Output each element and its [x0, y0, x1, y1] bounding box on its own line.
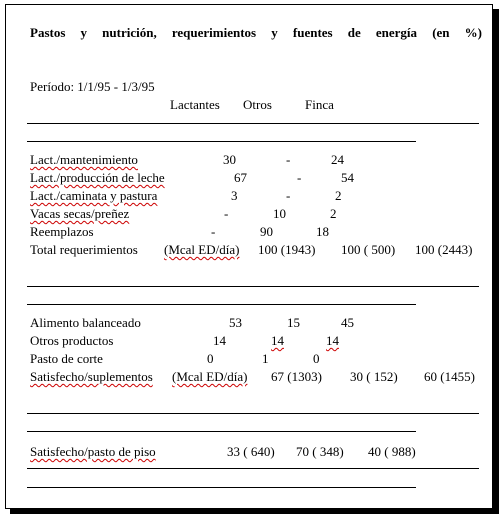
- cell-value: 1: [262, 351, 269, 366]
- row-label-text: Lact./mantenimiento: [30, 152, 138, 167]
- cell-value: 15: [287, 315, 300, 330]
- cell-value: 60 (1455): [424, 369, 475, 384]
- header-lactantes: Lactantes: [170, 97, 220, 112]
- row-label: [30, 171, 165, 185]
- cell-value: 40 ( 988): [368, 444, 416, 459]
- cell-value-text: 14: [213, 333, 226, 348]
- cell-value: -: [224, 206, 229, 221]
- unit-text: (Mcal ED/día): [164, 242, 240, 257]
- cell-value: 18: [316, 224, 329, 239]
- frame-shadow-right: [492, 9, 499, 513]
- pasture-label: [30, 445, 156, 459]
- header-finca: Finca: [305, 97, 334, 112]
- cell-value: [213, 334, 226, 348]
- row-label: [30, 153, 138, 167]
- cell-value: 10: [273, 206, 286, 221]
- rule-8: [27, 487, 416, 488]
- cell-value: -: [286, 152, 291, 167]
- cell-value: -: [211, 224, 216, 239]
- title-text: Pastos y nutrición, requerimientos y fuentes de energía (en %): [30, 25, 482, 40]
- row-label: Alimento balanceado: [30, 315, 141, 330]
- rule-4: [27, 304, 416, 305]
- cell-value: 54: [341, 170, 354, 185]
- cell-value: 2: [330, 206, 337, 221]
- cell-value: 2: [335, 188, 342, 203]
- cell-value: 70 ( 348): [296, 444, 344, 459]
- row-label-text: Lact./caminata y pastura: [30, 188, 158, 203]
- total-requirements-unit: [164, 243, 239, 257]
- cell-value-text: 14: [326, 333, 339, 348]
- cell-value: 100 (1943): [258, 242, 316, 257]
- row-label: Pasto de corte: [30, 351, 103, 366]
- cell-value: 30 ( 152): [350, 369, 398, 384]
- cell-value: 90: [260, 224, 273, 239]
- cell-value: [326, 334, 339, 348]
- cell-value: 33 ( 640): [227, 444, 275, 459]
- cell-value: 67: [234, 170, 247, 185]
- cell-value: [271, 334, 284, 348]
- cell-value: 100 ( 500): [341, 242, 396, 257]
- rule-5: [27, 413, 479, 414]
- header-otros: Otros: [243, 97, 272, 112]
- cell-value: 24: [331, 152, 344, 167]
- cell-value: 67 (1303): [271, 369, 322, 384]
- rule-7: [27, 468, 479, 469]
- row-label-text: Vacas secas/preñez: [30, 206, 130, 221]
- cell-value: 45: [341, 315, 354, 330]
- cell-value: 0: [313, 351, 320, 366]
- supplements-total-unit: [172, 370, 247, 384]
- row-label: Otros productos: [30, 333, 114, 348]
- row-label: Reemplazos: [30, 224, 94, 239]
- row-label: [30, 189, 157, 203]
- cell-value: 0: [207, 351, 214, 366]
- cell-value: 3: [231, 188, 238, 203]
- cell-value: -: [297, 170, 302, 185]
- rule-3: [27, 286, 479, 287]
- label-text: Satisfecho/pasto de piso: [30, 444, 156, 459]
- rule-1: [27, 123, 479, 124]
- rule-6: [27, 431, 416, 432]
- cell-value: 30: [223, 152, 236, 167]
- document-title: [30, 26, 482, 40]
- row-label: [30, 207, 129, 221]
- period-text: Período: 1/1/95 - 1/3/95: [30, 79, 155, 94]
- total-requirements-label: Total requerimientos: [30, 242, 138, 257]
- cell-value: 100 (2443): [415, 242, 473, 257]
- rule-2: [27, 141, 416, 142]
- supplements-total-label: [30, 370, 153, 384]
- row-label-text: Lact./producción de leche: [30, 170, 165, 185]
- cell-value: -: [286, 188, 291, 203]
- label-text: Satisfecho/suplementos: [30, 369, 153, 384]
- cell-value-text: 14: [271, 333, 284, 348]
- cell-value: 53: [229, 315, 242, 330]
- unit-text: (Mcal ED/día): [172, 369, 248, 384]
